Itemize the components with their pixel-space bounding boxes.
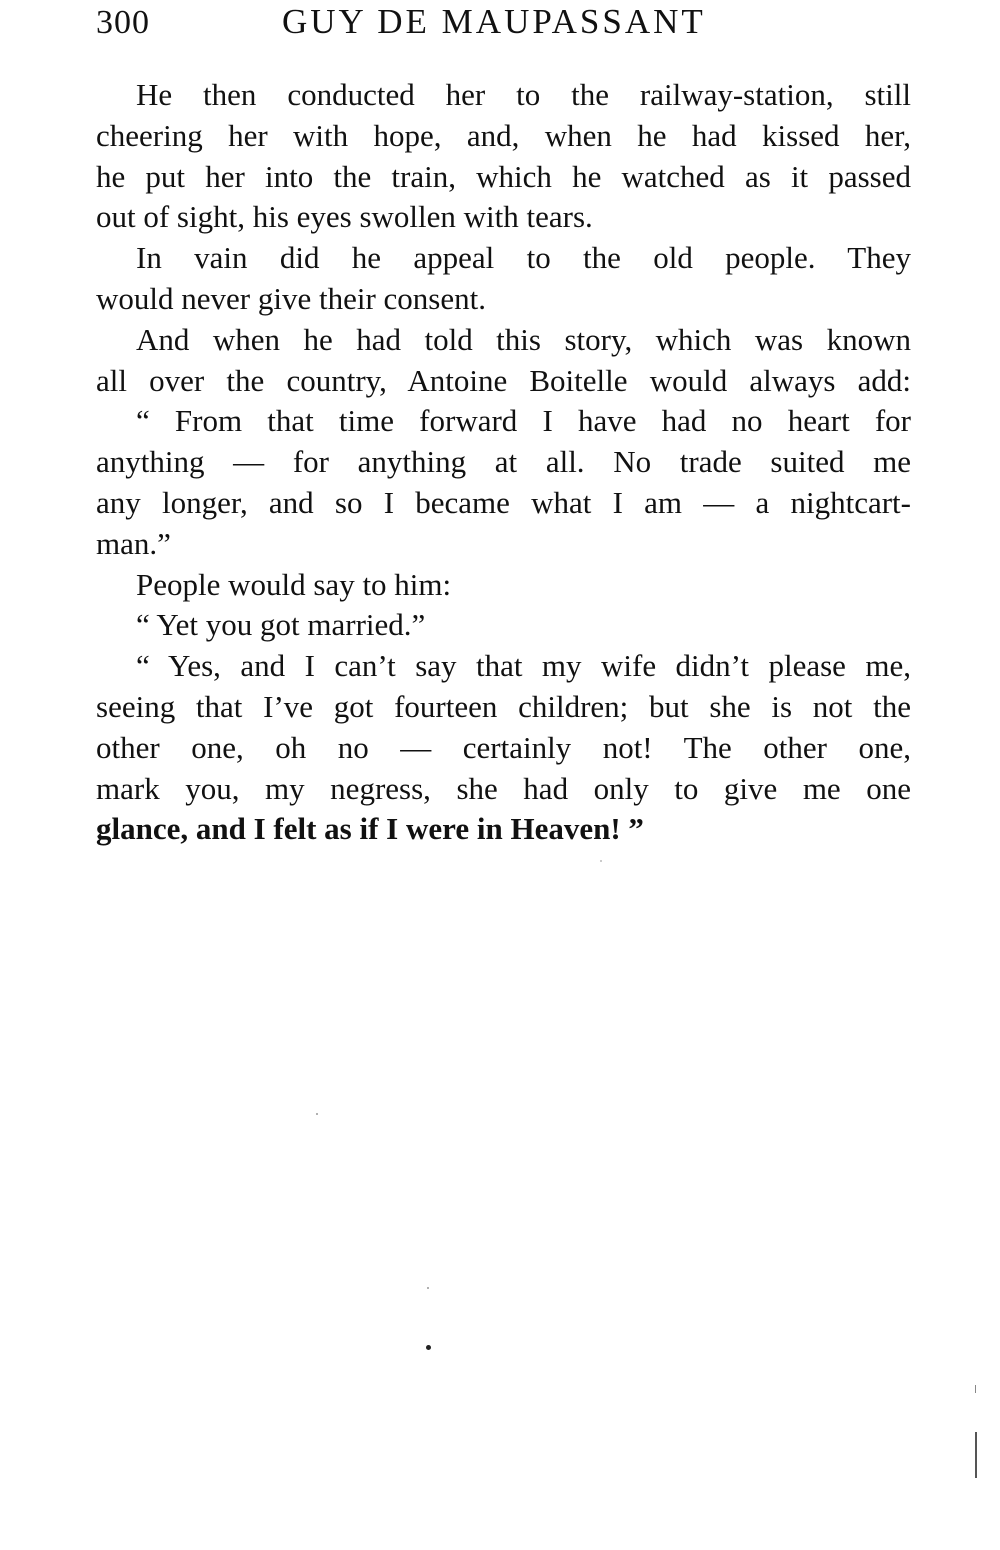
text-line: he put her into the train, which he watched as it passed — [96, 158, 911, 194]
paragraph — [96, 238, 911, 320]
text-line: In vain did he appeal to the old people. They — [136, 240, 911, 276]
scan-speck — [426, 1345, 431, 1350]
scan-edge-mark — [975, 1385, 976, 1393]
text-line: seeing that I’ve got fourteen children; but she is not the — [96, 688, 911, 724]
scan-edge-mark — [975, 1432, 977, 1478]
page-number: 300 — [96, 4, 150, 41]
paragraph — [96, 565, 911, 606]
running-head — [96, 2, 916, 42]
text-line: “ Yes, and I can’t say that my wife didn’t please me, — [136, 648, 911, 684]
text-line: cheering her with hope, and, when he had kissed her, — [96, 117, 911, 153]
text-line: And when he had told this story, which was known — [136, 321, 911, 357]
text-line: People would say to him: — [136, 566, 452, 602]
paragraph — [96, 646, 911, 850]
scan-speck — [427, 1287, 429, 1289]
text-line: would never give their consent. — [96, 280, 486, 316]
text-line: anything — for anything at all. No trade suited me — [96, 444, 911, 480]
scan-speck — [316, 1113, 318, 1115]
paragraph — [96, 75, 911, 238]
text-line: glance, and I felt as if I were in Heaven! ” — [96, 811, 644, 847]
paragraph — [96, 605, 911, 646]
text-line: man.” — [96, 525, 171, 561]
text-line: mark you, my negress, she had only to give me one — [96, 770, 911, 806]
paragraph — [96, 401, 911, 564]
text-line: all over the country, Antoine Boitelle would always add: — [96, 362, 911, 398]
scan-speck — [600, 860, 602, 862]
text-line: He then conducted her to the railway-station, still — [136, 77, 911, 112]
text-line: out of sight, his eyes swollen with tears. — [96, 199, 593, 235]
running-title: GUY DE MAUPASSANT — [282, 2, 706, 41]
text-line: “ Yet you got married.” — [136, 607, 426, 643]
text-line: “ From that time forward I have had no heart for — [136, 403, 911, 439]
text-line: other one, oh no — certainly not! The other one, — [96, 729, 911, 765]
body-text — [96, 75, 911, 850]
text-line: any longer, and so I became what I am — a nightcart- — [96, 484, 911, 520]
paragraph — [96, 320, 911, 402]
